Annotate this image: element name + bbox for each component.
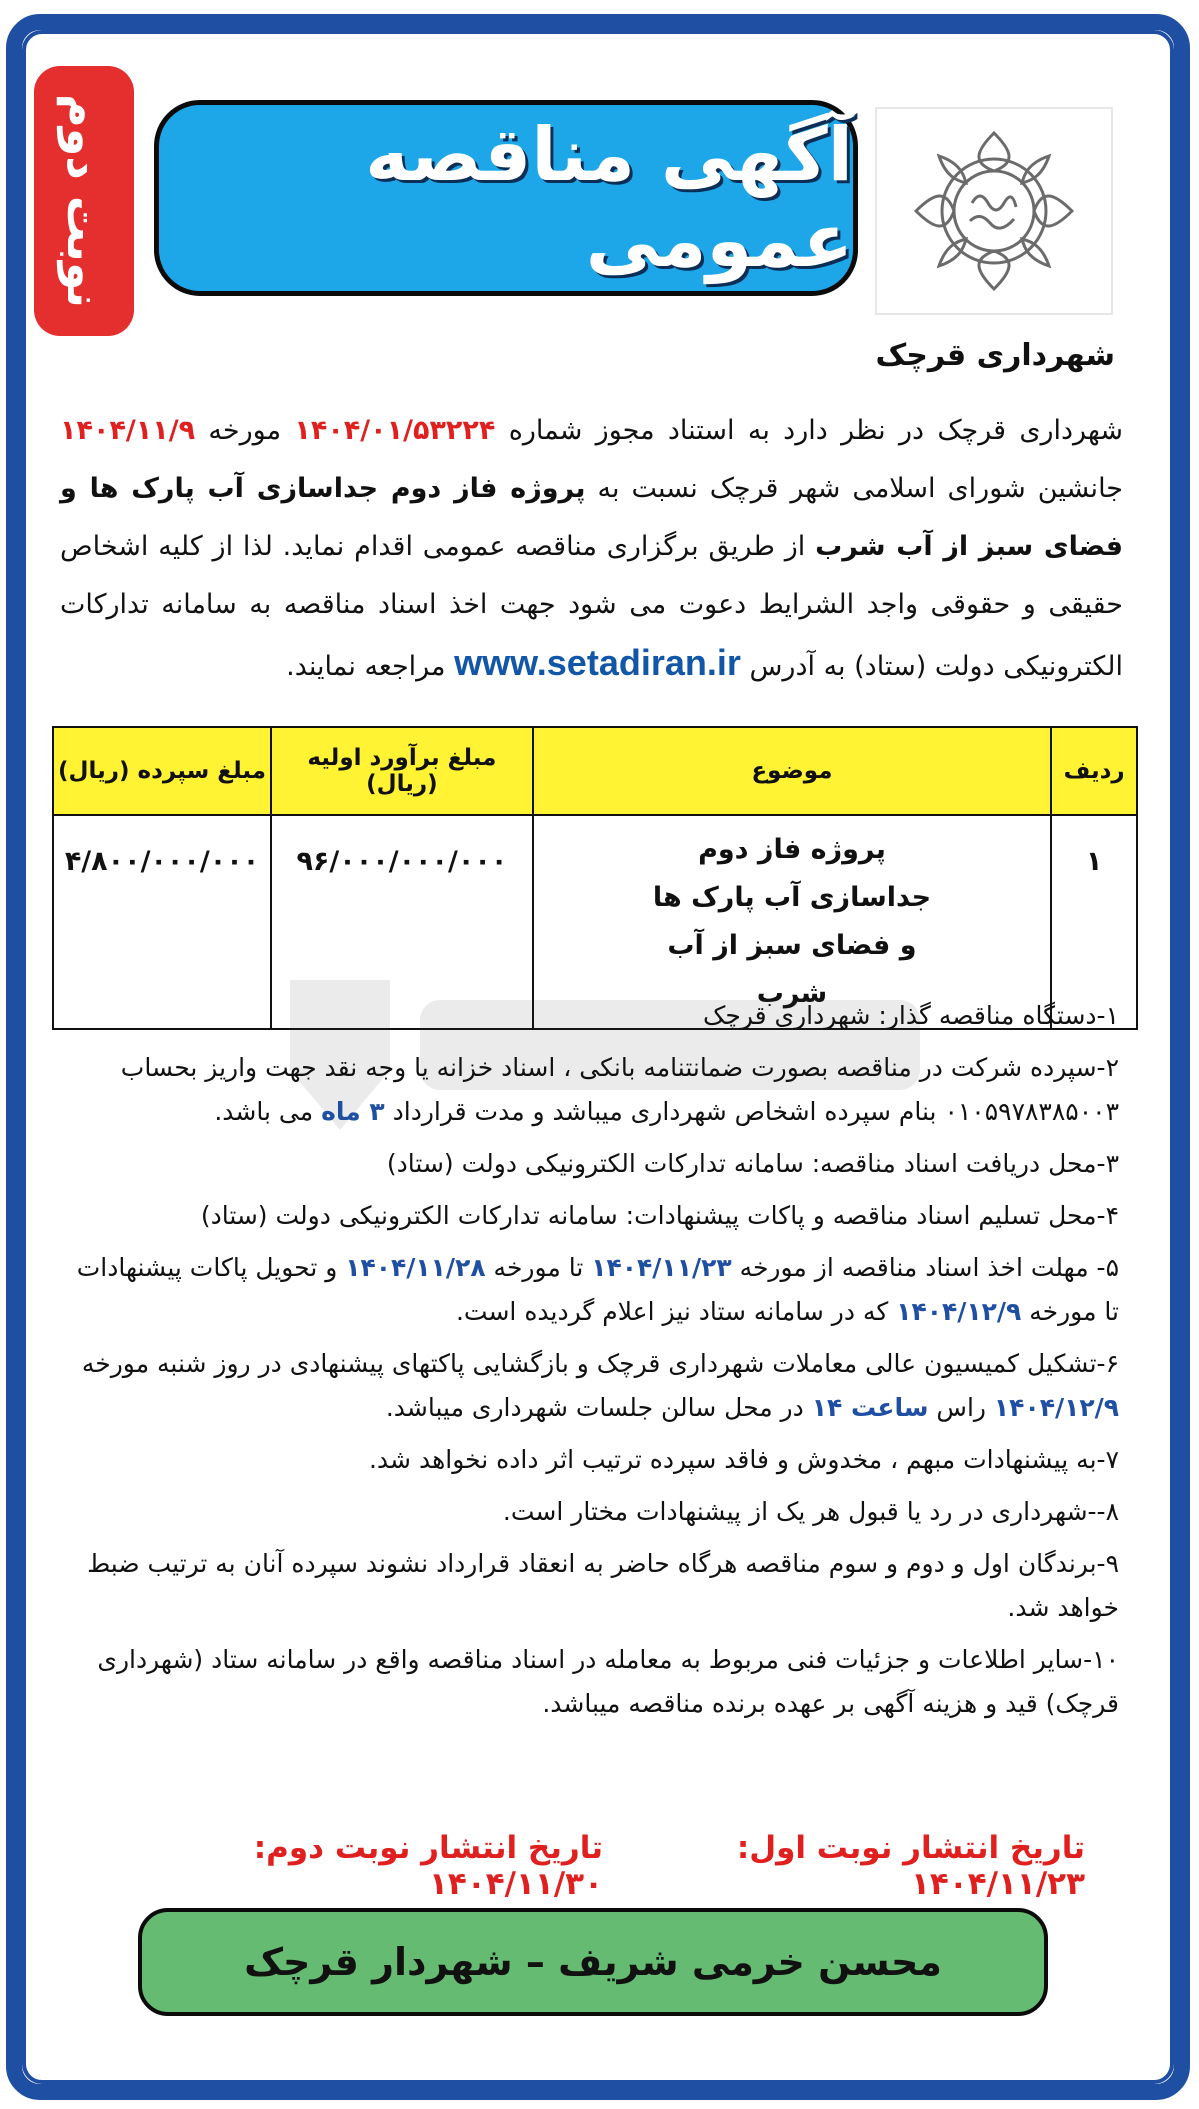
terms-list (58, 994, 1119, 1734)
col-header-row-no: ردیف (1051, 727, 1137, 815)
title-banner (154, 100, 858, 296)
opening-date: ۱۴۰۴/۱۲/۹ (993, 1393, 1119, 1422)
municipality-logo (874, 106, 1114, 316)
docs-start-date: ۱۴۰۴/۱۱/۲۳ (591, 1253, 732, 1282)
intro-text-5: مراجعه نمایند. (286, 651, 446, 682)
term-1: ۱-دستگاه مناقصه گذار: شهرداری قرچک (702, 1001, 1119, 1030)
organization-name: شهرداری قرچک (875, 338, 1115, 373)
cell-estimate: ۹۶/۰۰۰/۰۰۰/۰۰۰ (271, 815, 533, 1029)
opening-hour: ساعت ۱۴ (811, 1393, 929, 1422)
col-header-subject: موضوع (533, 727, 1051, 815)
term-8: ۸--شهرداری در رد یا قبول هر یک از پیشنهادات مختار است. (502, 1497, 1119, 1526)
intro-text-2: مورخه (208, 415, 282, 446)
tender-table (52, 726, 1138, 1030)
term-6-text-c: در محل سالن جلسات شهرداری میباشد. (385, 1393, 804, 1422)
term-5-text-c: و تحویل پاکات پیشنهادات تا مورخه (76, 1253, 1119, 1326)
intro-text-4: از طریق برگزاری مناقصه عمومی اقدام نماید. لذا از کلیه اشخاص حقیقی و حقوقی واجد الشرایط دعوت می شود جهت اخذ اسناد مناقصه به سامانه تدارکات الکترونیکی دولت (ستاد) به آدرس (60, 531, 1123, 682)
first-publication-date: تاریخ انتشار نوبت اول: ۱۴۰۴/۱۱/۲۳ (736, 1830, 1085, 1902)
submission-deadline: ۱۴۰۴/۱۲/۹ (896, 1297, 1022, 1326)
term-5-text-e: که در سامانه ستاد نیز اعلام گردیده است. (455, 1297, 889, 1326)
term-6-text-b: راس (936, 1393, 986, 1422)
term-4: ۴-محل تسلیم اسناد مناقصه و پاکات پیشنهادات: سامانه تدارکات الکترونیکی دولت (ستاد) (200, 1201, 1119, 1230)
round-badge (34, 66, 134, 336)
col-header-deposit: مبلغ سپرده (ریال) (53, 727, 271, 815)
term-6 (58, 1342, 1119, 1430)
term-5 (58, 1246, 1119, 1334)
second-publication-date: تاریخ انتشار نوبت دوم: ۱۴۰۴/۱۱/۳۰ (253, 1830, 603, 1902)
contract-duration: ۳ ماه (321, 1097, 385, 1126)
term-5-text-a: ۵- مهلت اخذ اسناد مناقصه از مورخه (739, 1253, 1119, 1282)
table-header-row (53, 727, 1137, 815)
signer-banner (138, 1908, 1048, 2016)
intro-paragraph (60, 402, 1123, 696)
cell-deposit: ۴/۸۰۰/۰۰۰/۰۰۰ (53, 815, 271, 1029)
intro-text-3: جانشین شورای اسلامی شهر قرچک نسبت به (597, 473, 1123, 504)
permit-date: ۱۴۰۴/۱۱/۹ (60, 415, 196, 446)
term-2-end: می باشد. (214, 1097, 314, 1126)
signer-name: محسن خرمی شریف – شهردار قرچک (244, 1940, 942, 1984)
term-6-text-a: ۶-تشکیل کمیسیون عالی معاملات شهرداری قرچک و بازگشایی پاکتهای پیشنهادی در روز شنبه مورخه (81, 1349, 1119, 1378)
term-7: ۷-به پیشنهادات مبهم ، مخدوش و فاقد سپرده ترتیب اثر داده نخواهد شد. (368, 1445, 1119, 1474)
intro-text-1: شهرداری قرچک در نظر دارد به استناد مجوز شماره (508, 415, 1123, 446)
term-2 (58, 1046, 1119, 1134)
publication-dates (120, 1830, 1085, 1902)
website-link[interactable]: www.setadiran.ir (454, 642, 741, 683)
round-badge-label: نوبت دوم (57, 93, 111, 308)
docs-end-date: ۱۴۰۴/۱۱/۲۸ (345, 1253, 486, 1282)
project-title: پروژه فاز دوم جداسازی آب پارک ها و فضای سبز از آب شرب (60, 473, 1123, 562)
cell-row-no: ۱ (1051, 815, 1137, 1029)
col-header-estimate: مبلغ برآورد اولیه (ریال) (271, 727, 533, 815)
term-10: ۱۰-سایر اطلاعات و جزئیات فنی مربوط به معامله در اسناد مناقصه واقع در سامانه ستاد (شهرداری قرچک) قید و هزینه آگهی بر عهده برنده مناقصه میباشد. (97, 1645, 1119, 1718)
term-9: ۹-برندگان اول و دوم و سوم مناقصه هرگاه حاضر به انعقاد قرارداد نشوند سپرده آنان به ترتیب ضبط خواهد شد. (87, 1549, 1119, 1622)
cell-subject: پروژه فاز دوم جداسازی آب پارک ها و فضای سبز از آب شرب (533, 815, 1051, 1029)
term-3: ۳-محل دریافت اسناد مناقصه: سامانه تدارکات الکترونیکی دولت (ستاد) (386, 1149, 1119, 1178)
page-title: آگهی مناقصه عمومی (365, 112, 853, 284)
term-2-text: ۲-سپرده شرکت در مناقصه بصورت ضمانتنامه بانکی ، اسناد خزانه یا وجه نقد جهت واریز بحساب ۰۱۰۵۹۷۸۳۸۵۰۰۳ بنام سپرده اشخاص شهرداری میباشد و مدت قرارداد (120, 1053, 1119, 1126)
permit-number: ۱۴۰۴/۰۱/۵۳۲۲۴ (294, 415, 496, 446)
term-5-text-b: تا مورخه (493, 1253, 584, 1282)
